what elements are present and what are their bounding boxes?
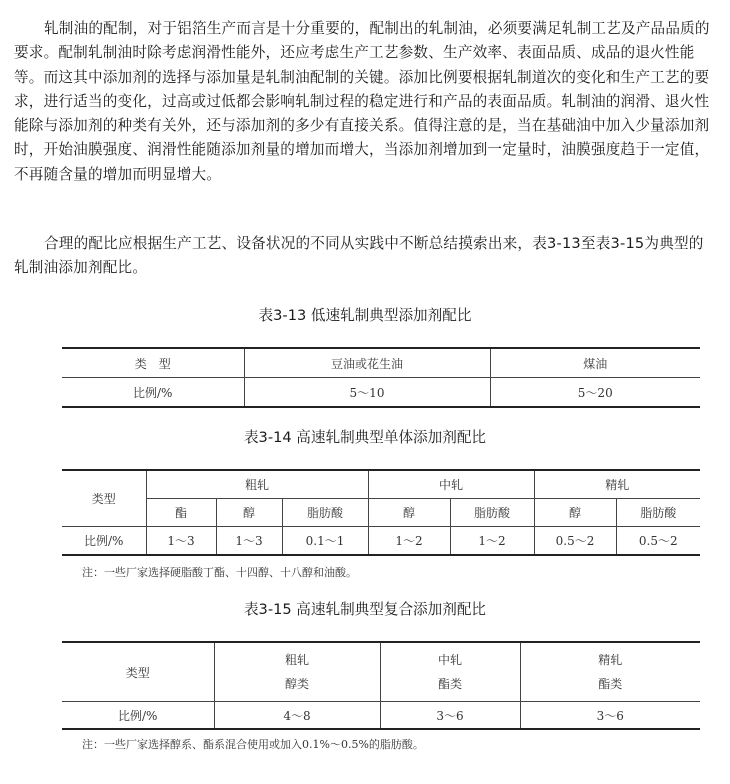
- table3-group-name: 精轧: [598, 653, 623, 667]
- table2-group-finish: 精轧: [534, 470, 700, 499]
- table1-row-label: 比例/%: [62, 378, 244, 408]
- table2-subheader: 脂肪酸: [282, 499, 368, 527]
- low-speed-additive-table: [62, 347, 700, 408]
- table3-type-label: 类型: [62, 642, 214, 702]
- table3-group-sub: 酯类: [437, 677, 462, 691]
- ratio-paragraph: 合理的配比应根据生产工艺、设备状况的不同从实践中不断总结摸索出来，表3-13至表3-15为典型的轧制油添加剂配比。: [14, 235, 704, 277]
- table3-cell: 3～6: [520, 702, 700, 730]
- table2-subheader: 脂肪酸: [450, 499, 534, 527]
- table2-note: 注：一些厂家选择硬脂酸丁酯、十四醇、十八醇和油酸。: [82, 566, 357, 579]
- table3-group-name: 粗轧: [284, 653, 309, 667]
- table2-cell: 1～3: [146, 527, 216, 556]
- table2-group-middle: 中轧: [368, 470, 534, 499]
- table3-note: 注：一些厂家选择醇系、酯系混合使用或加入0.1%～0.5%的脂肪酸。: [82, 738, 424, 751]
- table3-group-rough: [214, 642, 380, 702]
- intro-paragraph: 轧制油的配制，对于铝箔生产而言是十分重要的，配制出的轧制油，必须要满足轧制工艺及产品品质的要求。配制轧制油时除考虑润滑性能外，还应考虑生产工艺参数、生产效率、表面品质、成品的退火性能等。而这其中添加剂的选择与添加量是轧制油配制的关键。添加比例要根据轧制道次的变化和生产工艺的要求，进行适当的变化，过高或过低都会影响轧制过程的稳定进行和产品的表面品质。轧制油的润滑、退火性能除与添加剂的种类有关外，还与添加剂的多少有直接关系。值得注意的是，当在基础油中加入少量添加剂时，开始油膜强度、润滑性能随添加剂量的增加而增大，当添加剂增加到一定量时，油膜强度趋于一定值，不再随含量的增加而明显增大。: [14, 20, 710, 183]
- table2-subheader: 醇: [216, 499, 282, 527]
- table2-cell: 0.1～1: [282, 527, 368, 556]
- table3-cell: 3～6: [380, 702, 520, 730]
- table1-header-kerosene: 煤油: [490, 348, 700, 378]
- table2-cell: 1～2: [450, 527, 534, 556]
- table3-group-middle: [380, 642, 520, 702]
- table1-caption: 表3-13 低速轧制典型添加剂配比: [258, 307, 472, 324]
- table1-cell: 5～20: [490, 378, 700, 408]
- table2-group-rough: 粗轧: [146, 470, 368, 499]
- table2-cell: 1～2: [368, 527, 450, 556]
- table2-cell: 0.5～2: [534, 527, 616, 556]
- table3-group-sub: 醇类: [284, 677, 309, 691]
- table3-row-label: 比例/%: [62, 702, 214, 730]
- table2-cell: 1～3: [216, 527, 282, 556]
- high-speed-compound-additive-table: [62, 641, 700, 730]
- table1-header-type: 类 型: [62, 348, 244, 378]
- table2-subheader: 脂肪酸: [616, 499, 700, 527]
- table3-cell: 4～8: [214, 702, 380, 730]
- table1-header-soy-oil: 豆油或花生油: [244, 348, 490, 378]
- table3-caption: 表3-15 高速轧制典型复合添加剂配比: [243, 601, 487, 618]
- table1-cell: 5～10: [244, 378, 490, 408]
- table2-cell: 0.5～2: [616, 527, 700, 556]
- table3-group-name: 中轧: [437, 653, 462, 667]
- table2-row-label: 比例/%: [62, 527, 146, 556]
- table2-subheader: 酯: [146, 499, 216, 527]
- table2-type-label: 类型: [62, 470, 146, 527]
- high-speed-single-additive-table: [62, 469, 700, 556]
- table3-group-finish: [520, 642, 700, 702]
- table2-subheader: 醇: [534, 499, 616, 527]
- table3-group-sub: 酯类: [598, 677, 623, 691]
- table2-caption: 表3-14 高速轧制典型单体添加剂配比: [243, 429, 487, 446]
- table2-subheader: 醇: [368, 499, 450, 527]
